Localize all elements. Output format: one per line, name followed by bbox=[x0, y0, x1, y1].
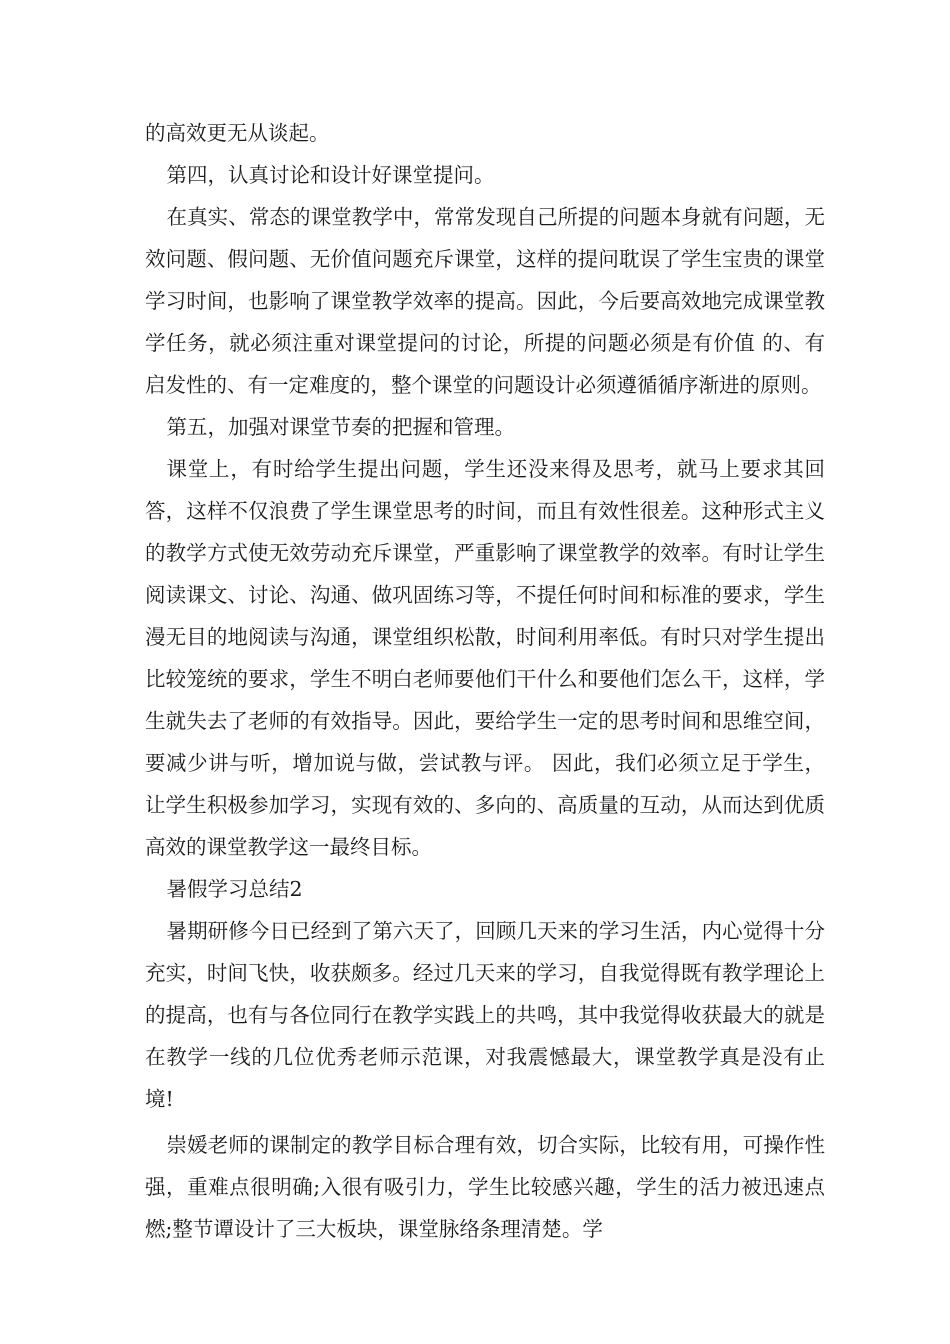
summary-title: 暑假学习总结2 bbox=[166, 877, 303, 901]
paragraph-rhythm: 课堂上，有时给学生提出问题，学生还没来得及思考，就马上要求其回答，这样不仅浪费了学生课堂思考的时间，而且有效性很差。这种形式主义的教学方式使无效劳动充斥课堂，严重影响了课堂教学的效率。有时让学生阅读课文、讨论、沟通、做巩固练习等，不提任何时间和标准的要求，学生漫无目的地阅读与沟通，课堂组织松散，时间利用率低。有时只对学生提出比较笼统的要求，学生不明白老师要他们干什么和要他们怎么干，这样，学生就失去了老师的有效指导。因此，要给学生一定的思考时间和思维空间，要减少讲与听，增加说与做，尝试教与评。 因此，我们必须立足于学生，让学生积极参加学习，实现有效的、多向的、高质量的互动，从而达到优质高效的课堂教学这一最终目标。 bbox=[145, 457, 825, 859]
document-page bbox=[145, 112, 825, 1250]
paragraph-questions: 在真实、常态的课堂教学中，常常发现自己所提的问题本身就有问题，无效问题、假问题、无价值问题充斥课堂，这样的提问耽误了学生宝贵的课堂学习时间，也影响了课堂教学效率的提高。因此，今后要高效地完成课堂教学任务，就必须注重对课堂提问的讨论，所提的问题必须是有价值 的、有启发性的、有一定难度的，整个课堂的问题设计必须遵循循序渐进的原则。 bbox=[145, 205, 825, 397]
paragraph-summary-intro: 暑期研修今日已经到了第六天了，回顾几天来的学习生活，内心觉得十分充实，时间飞快，收获颇多。经过几天来的学习，自我觉得既有教学理论上的提高，也有与各位同行在教学实践上的共鸣，其中我觉得收获最大的就是在教学一线的几位优秀老师示范课，对我震憾最大，课堂教学真是没有止境! bbox=[145, 919, 825, 1111]
paragraph-teacher-review: 崇媛老师的课制定的教学目标合理有效，切合实际，比较有用，可操作性强，重难点很明确;入很有吸引力，学生比较感兴趣，学生的活力被迅速点燃;整节谭设计了三大板块，课堂脉络条理清楚。学 bbox=[145, 1133, 825, 1241]
section-heading-five: 第五，加强对课堂节奏的把握和管理。 bbox=[166, 415, 516, 439]
section-heading-four: 第四，认真讨论和设计好课堂提问。 bbox=[166, 163, 495, 187]
paragraph-continuation: 的高效更无从谈起。 bbox=[145, 121, 330, 145]
